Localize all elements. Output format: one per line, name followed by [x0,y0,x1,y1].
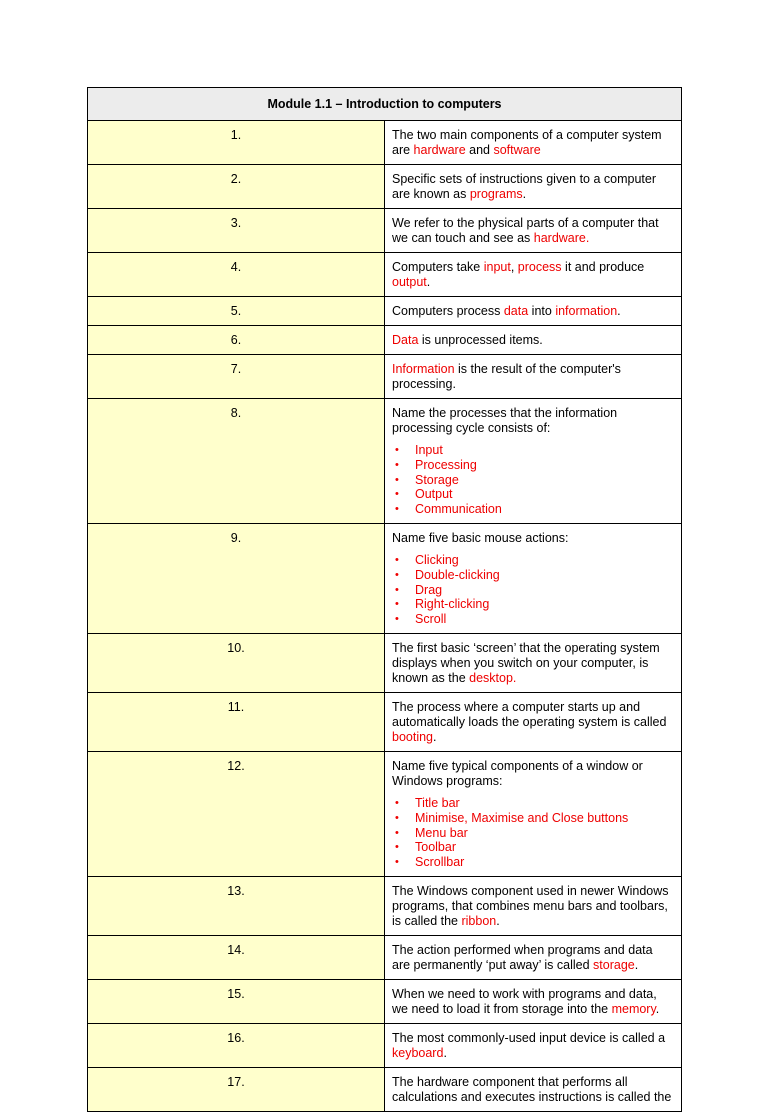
question-text: We refer to the physical parts of a computer that we can touch and see as [392,216,659,245]
question-text: . [433,729,437,744]
row-text [385,297,682,326]
row-number: 16. [88,1023,385,1067]
row-number: 10. [88,633,385,692]
answer-list [392,553,673,627]
row-number: 5. [88,297,385,326]
question-text: is unprocessed items. [418,333,543,347]
answer-list [392,796,673,870]
answer-text: keyboard [392,1045,444,1060]
question-text: The hardware component that performs all calculations and executes instructions is called the [392,1074,672,1104]
answer-text: information [555,304,618,318]
list-item: • Minimise, Maximise and Close buttons [415,811,673,826]
table-row [88,1067,682,1111]
table-row [88,751,682,876]
question-text: When we need to work with programs and data, we need to load it from storage into the [392,986,657,1016]
list-item: • Input [415,443,673,458]
answer-text: data [503,304,529,318]
table-row [88,253,682,297]
table-row [88,297,682,326]
answer-text: programs [469,187,523,201]
row-number: 15. [88,979,385,1023]
row-text [385,165,682,209]
question-text: . [496,913,500,928]
row-number: 4. [88,253,385,297]
row-text [385,209,682,253]
row-text [385,1023,682,1067]
table-row [88,935,682,979]
question-text: into [528,304,556,318]
row-text [385,523,682,633]
answer-text: hardware [413,143,470,157]
question-text: Computers take [392,260,484,274]
row-number: 11. [88,692,385,751]
list-item: • Scrollbar [415,855,673,870]
quiz-table [87,87,682,1112]
table-row [88,876,682,935]
table-row [88,692,682,751]
table-row [88,209,682,253]
row-text [385,253,682,297]
row-number: 13. [88,876,385,935]
table-row [88,979,682,1023]
question-text: The two main components of a computer system are [392,128,662,157]
answer-text: Data [392,333,419,347]
list-item: • Output [415,487,673,502]
answer-text: software [493,143,541,157]
question-text: The most commonly-used input device is called a [392,1030,666,1045]
answer-text: hardware. [533,231,590,245]
question-text: , [510,260,518,274]
row-text [385,1067,682,1111]
answer-text: storage [593,957,635,972]
row-text [385,876,682,935]
row-text [385,935,682,979]
question-text: Name the processes that the information processing cycle consists of: [392,406,618,435]
question-text: . [617,304,621,318]
answer-text: input [483,260,511,274]
row-text [385,751,682,876]
list-item: • Processing [415,458,673,473]
document-page [87,87,682,1112]
list-item: • Storage [415,473,673,488]
question-text: The action performed when programs and data are permanently ‘put away’ is called [392,942,653,972]
table-row [88,633,682,692]
answer-text: desktop. [469,670,517,685]
question-text: . [522,187,527,201]
list-item: • Menu bar [415,826,673,841]
question-text: . [655,1001,660,1016]
row-number: 7. [88,355,385,399]
list-item: • Clicking [415,553,673,568]
row-number: 3. [88,209,385,253]
table-row [88,121,682,165]
table-row [88,1023,682,1067]
table-row [88,326,682,355]
list-item: • Right-clicking [415,597,673,612]
table-row [88,355,682,399]
row-number: 8. [88,399,385,524]
answer-list [392,443,673,517]
list-item: • Scroll [415,612,673,627]
answer-text: booting [392,729,434,744]
question-text: . [634,957,639,972]
question-text: The first basic ‘screen’ that the operating system displays when you switch on your computer, is known as the [392,640,660,685]
table-header-row [88,88,682,121]
row-text [385,979,682,1023]
row-number: 2. [88,165,385,209]
answer-text: ribbon [461,913,497,928]
question-text: Name five typical components of a window or Windows programs: [392,758,643,788]
table-body [88,121,682,1112]
question-text: is the result of the computer's processing. [392,362,621,391]
list-item: • Drag [415,583,673,598]
row-number: 9. [88,523,385,633]
list-item: • Double-clicking [415,568,673,583]
question-text: Name five basic mouse actions: [392,530,569,545]
row-text [385,692,682,751]
question-text: Specific sets of instructions given to a computer are known as [392,172,657,201]
answer-text: process [517,260,562,274]
row-text [385,399,682,524]
question-text: The process where a computer starts up and automatically loads the operating system is called [392,699,667,729]
row-number: 6. [88,326,385,355]
row-number: 17. [88,1067,385,1111]
table-row [88,399,682,524]
table-row [88,165,682,209]
row-number: 14. [88,935,385,979]
row-text [385,355,682,399]
row-text [385,326,682,355]
question-text: The Windows component used in newer Windows programs, that combines menu bars and toolbars, is called the [392,883,669,928]
answer-text: Information [392,362,455,376]
row-text [385,121,682,165]
answer-text: memory [611,1001,656,1016]
list-item: • Communication [415,502,673,517]
question-text: . [443,1045,447,1060]
table-row [88,523,682,633]
row-number: 1. [88,121,385,165]
row-number: 12. [88,751,385,876]
answer-text: output [392,275,427,289]
module-title: Module 1.1 – Introduction to computers [88,88,682,121]
question-text: Computers process [392,304,504,318]
question-text: . [426,275,431,289]
question-text: it and produce [561,260,645,274]
row-text [385,633,682,692]
list-item: • Toolbar [415,840,673,855]
question-text: and [469,143,494,157]
list-item: • Title bar [415,796,673,811]
